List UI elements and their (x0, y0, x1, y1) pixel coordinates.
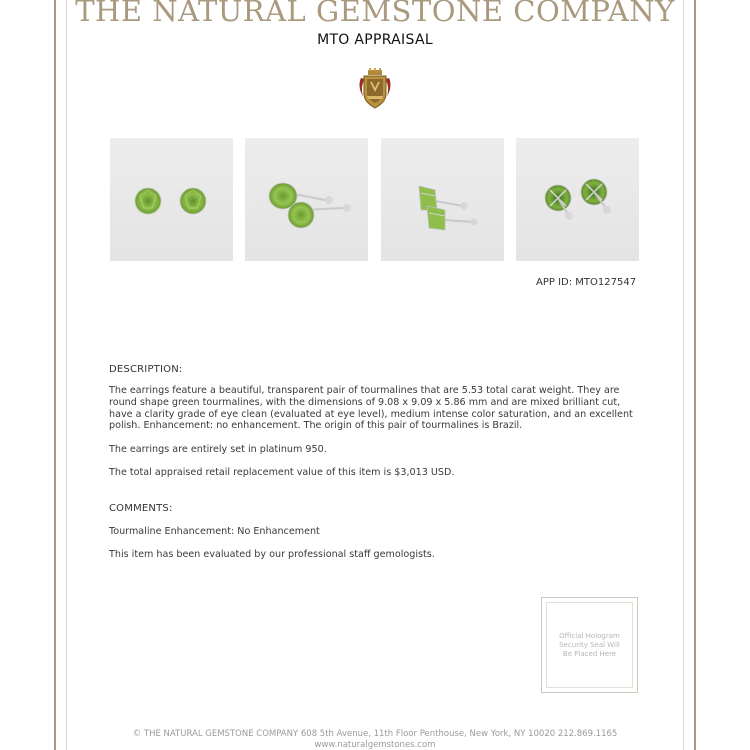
comment-line-2: This item has been evaluated by our professional staff gemologists. (109, 549, 435, 560)
appraisal-id: APP ID: MTO127547 (536, 277, 637, 288)
product-photo-angled[interactable] (245, 138, 368, 261)
page-border-outer-left (54, 0, 56, 750)
hologram-seal-inner-frame (546, 602, 633, 688)
product-photo-side[interactable] (381, 138, 504, 261)
description-paragraph-2: The earrings are entirely set in platinum 950. (109, 444, 327, 455)
page-border-outer-right (694, 0, 696, 750)
crest-shield-icon (358, 68, 392, 110)
product-photo-gallery (110, 138, 640, 262)
footer-address: © THE NATURAL GEMSTONE COMPANY 608 5th Avenue, 11th Floor Penthouse, New York, NY 10020 212.869.1165 (132, 729, 618, 739)
description-paragraph-3: The total appraised retail replacement value of this item is $3,013 USD. (109, 467, 455, 478)
company-name-heading: THE NATURAL GEMSTONE COMPANY (75, 0, 675, 28)
page-border-inner-right (683, 0, 684, 750)
comment-line-1: Tourmaline Enhancement: No Enhancement (109, 526, 320, 537)
page-border-inner-left (66, 0, 67, 750)
hologram-seal-placeholder (541, 597, 638, 693)
product-photo-front[interactable] (110, 138, 233, 261)
document-title: MTO APPRAISAL (317, 32, 433, 48)
description-paragraph-1: The earrings feature a beautiful, transparent pair of tourmalines that are 5.53 total carat weight. They are round shape green tourmalines, with the dimensions of 9.08 x 9.09 x 5.86 mm and are mixed brilliant cut, have a clarity grade of eye clean (evaluated at eye level), medium intense color saturation, and an excellent polish. Enhancement: no enhancement. The origin of this pair of tourmalines is Brazil. (109, 385, 633, 432)
comments-heading: COMMENTS: (109, 503, 173, 514)
hologram-seal-text: Official Hologram Security Seal Will Be Placed Here (559, 631, 620, 658)
product-photo-back[interactable] (516, 138, 639, 261)
footer-website-link[interactable]: www.naturalgemstones.com (314, 740, 436, 750)
description-heading: DESCRIPTION: (109, 364, 183, 375)
